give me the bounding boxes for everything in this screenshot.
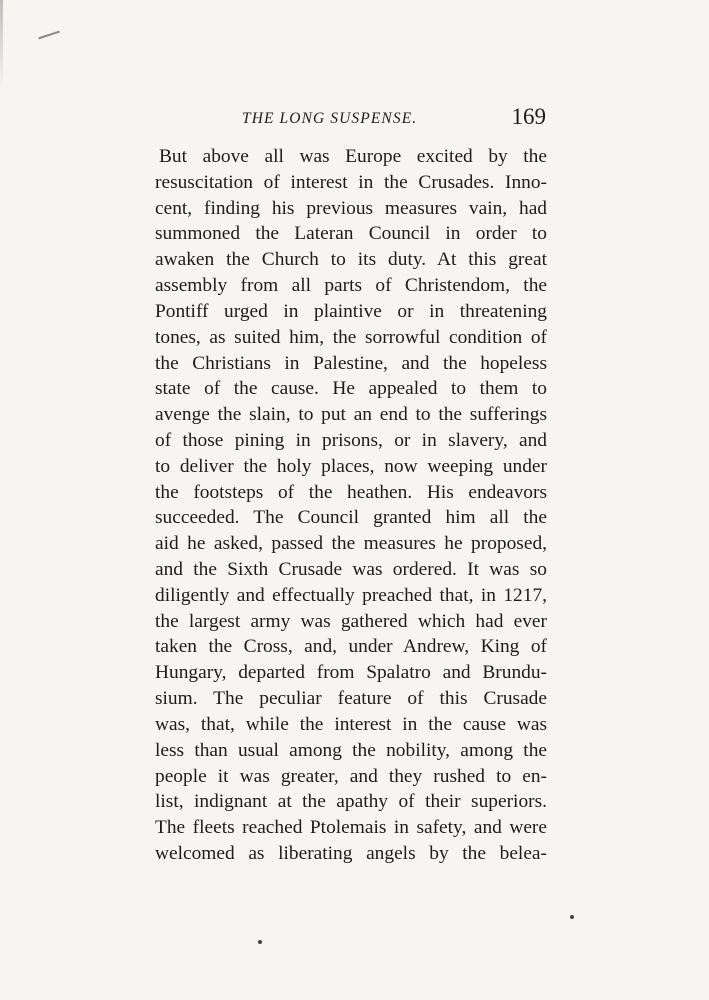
text-line: sium. The peculiar feature of this Crusade (155, 688, 547, 710)
running-title: THE LONG SUSPENSE. (242, 110, 418, 127)
text-line: assembly from all parts of Christendom, the (155, 275, 547, 297)
page-number: 169 (511, 104, 546, 129)
text-line: people it was greater, and they rushed to en- (155, 765, 547, 787)
text-line: But above all was Europe excited by the (159, 146, 547, 167)
text-line: taken the Cross, and, under Andrew, King of (155, 636, 547, 658)
text-line: Hungary, departed from Spalatro and Brundu- (155, 662, 547, 684)
text-line: cent, finding his previous measures vain, had (155, 197, 547, 219)
text-line: to deliver the holy places, now weeping under (155, 455, 547, 477)
paper-scuff-mark (38, 31, 59, 39)
text-line: The fleets reached Ptolemais in safety, and were (155, 817, 547, 839)
text-line: the Christians in Palestine, and the hopeless (155, 352, 547, 374)
text-line: welcomed as liberating angels by the belea- (155, 842, 547, 864)
text-line: of those pining in prisons, or in slavery, and (155, 429, 547, 451)
text-line: the largest army was gathered which had ever (155, 610, 547, 632)
text-line: awaken the Church to its duty. At this great (155, 249, 547, 271)
page-header (150, 104, 546, 134)
text-line: resuscitation of interest in the Crusades. Inno- (155, 171, 547, 193)
text-line: diligently and effectually preached that, in 1217, (155, 584, 547, 606)
text-line: Pontiff urged in plaintive or in threatening (155, 300, 547, 322)
text-line: succeeded. The Council granted him all the (155, 507, 547, 529)
text-line: and the Sixth Crusade was ordered. It was so (155, 559, 547, 580)
text-line: was, that, while the interest in the cause was (155, 713, 547, 735)
text-line: state of the cause. He appealed to them to (155, 378, 547, 400)
page-edge-shadow (0, 0, 3, 90)
text-line: less than usual among the nobility, among the (155, 739, 547, 761)
body-text (155, 144, 547, 867)
ink-speck (570, 915, 574, 919)
text-line: avenge the slain, to put an end to the sufferings (155, 404, 547, 426)
text-line: summoned the Lateran Council in order to (155, 223, 547, 245)
text-line: tones, as suited him, the sorrowful condition of (155, 326, 547, 348)
text-line: list, indignant at the apathy of their superiors. (155, 791, 547, 813)
text-line: the footsteps of the heathen. His endeavors (155, 481, 547, 503)
text-line: aid he asked, passed the measures he proposed, (155, 533, 547, 555)
ink-speck (258, 940, 262, 944)
